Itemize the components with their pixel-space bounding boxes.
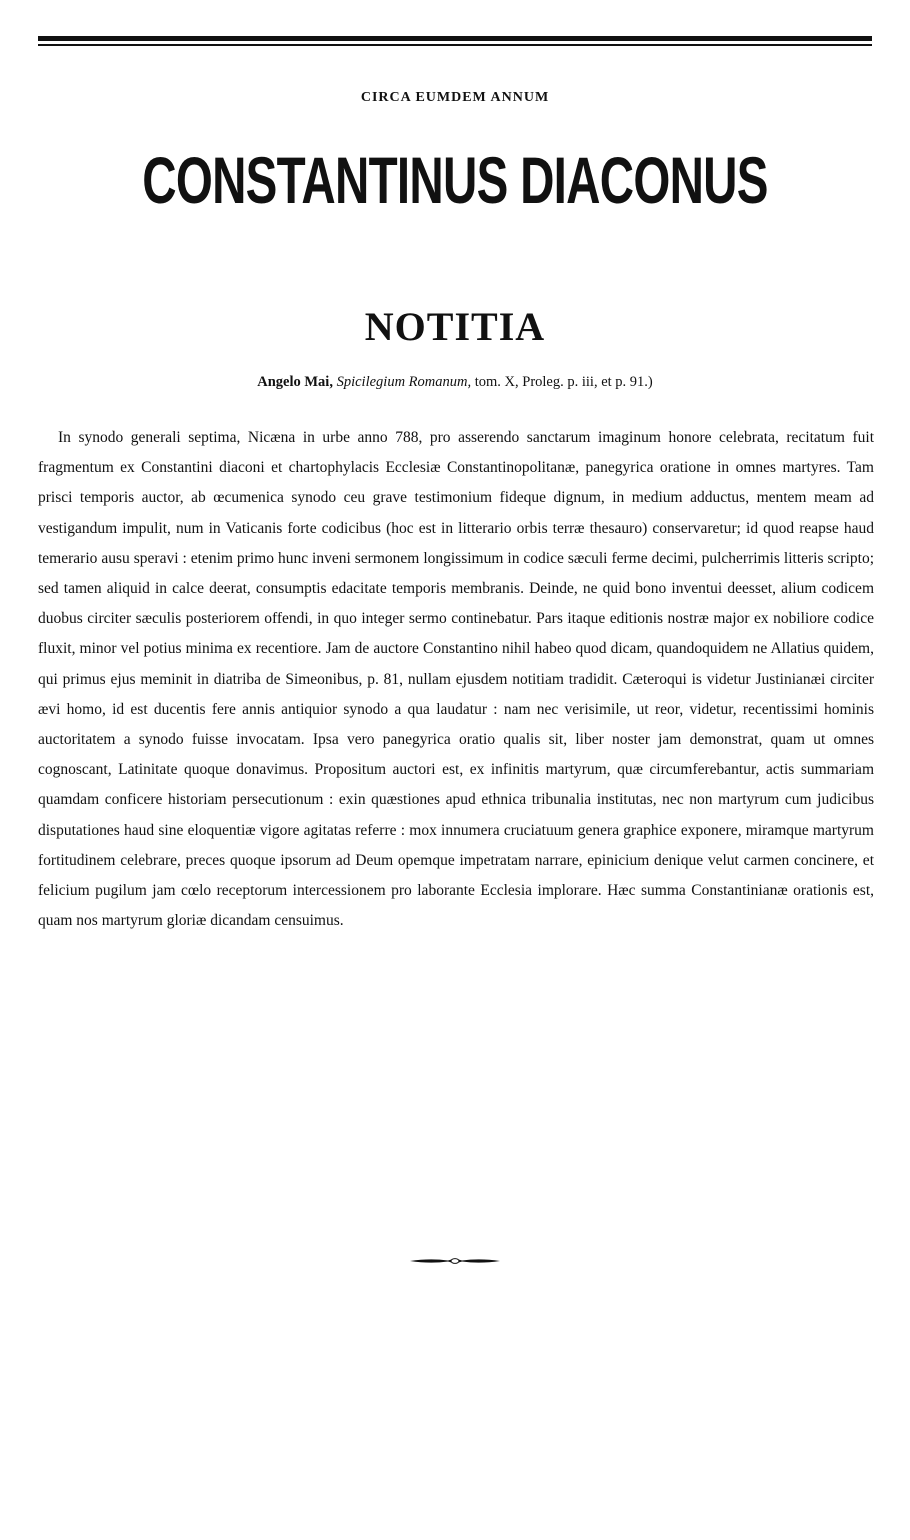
page-title: CONSTANTINUS DIACONUS (142, 143, 768, 217)
header-rule-thick (38, 36, 872, 41)
source-work: Spicilegium Romanum, (336, 374, 472, 390)
end-ornament-icon (410, 1256, 500, 1266)
body-paragraph: In synodo generali septima, Nicæna in urbe anno 788, pro asserendo sanctarum imaginum honore celebrata, recitatum fuit fragmentum ex Constantini diaconi et chartophylacis Ecclesiæ Constantinopolitanæ, panegyrica oratione in omnes martyres. Tam prisci temporis auctor, ab œcumenica synodo ceu grave testimonium fideque dignum, in medium adductus, mentem meam ad vestigandum impulit, num in Vaticanis forte codicibus (hoc est in litterario orbis terræ thesauro) conservaretur; id quod reapse haud temerario ausu speravi : etenim primo hunc inveni sermonem longissimum in codice sæculi ferme decimi, pulcherrimis litteris scripto; sed tamen aliquid in calce deerat, consumptis edacitate temporis membranis. Deinde, ne quid bono inventui deesset, alium codicem duobus circiter sæculis posteriorem offendi, in quo integer sermo continebatur. Pars itaque editionis nostræ major ex nobiliore codice fluxit, minor vel potius minima ex recentiore. Jam de auctore Constantino nihil habeo quod dicam, quandoquidem ne Allatius quidem, qui primus ejus meminit in diatriba de Simeonibus, p. 81, nullam ejusdem notitiam tradidit. Cæteroqui is videtur Justinianæi circiter ævi homo, id est ducentis fere annis antiquior synodo a qua laudatur : nam nec verisimile, ut reor, videtur, recentissimi hominis auctoritatem a synodo fuisse invocatam. Ipsa vero panegyrica oratio qualis sit, liber noster jam demonstrat, quam ut omnes cognoscant, Latinitate quoque donavimus. Propositum auctori est, ex infinitis martyrum, quæ circumferebantur, actis summariam quamdam conficere historiam persecutionum : exin quæstiones apud ethnica tribunalia institutas, nec non martyrum cum judicibus disputationes haud sine eloquentiæ vigore agitatas referre : mox innumera cruciatuum genera graphice exponere, miramque martyrum fortitudinem celebrare, preces quoque ipsorum ad Deum opemque impetratam narrare, epinicium denique velut carmen concinere, et felicium pugilum jam cœlo receptorum intercessionem pro laborante Ecclesia implorare. Hæc summa Constantinianæ orationis est, quam nos martyrum gloriæ dicandam censuimus. (38, 429, 874, 930)
kicker-heading: CIRCA EUMDEM ANNUM (360, 90, 550, 105)
header-rule-thin (38, 44, 872, 46)
source-citation (0, 373, 910, 391)
source-author: Angelo Mai, (257, 374, 333, 390)
source-reference: tom. X, Proleg. p. iii, et p. 91.) (474, 374, 653, 390)
section-title: NOTITIA (364, 304, 546, 349)
